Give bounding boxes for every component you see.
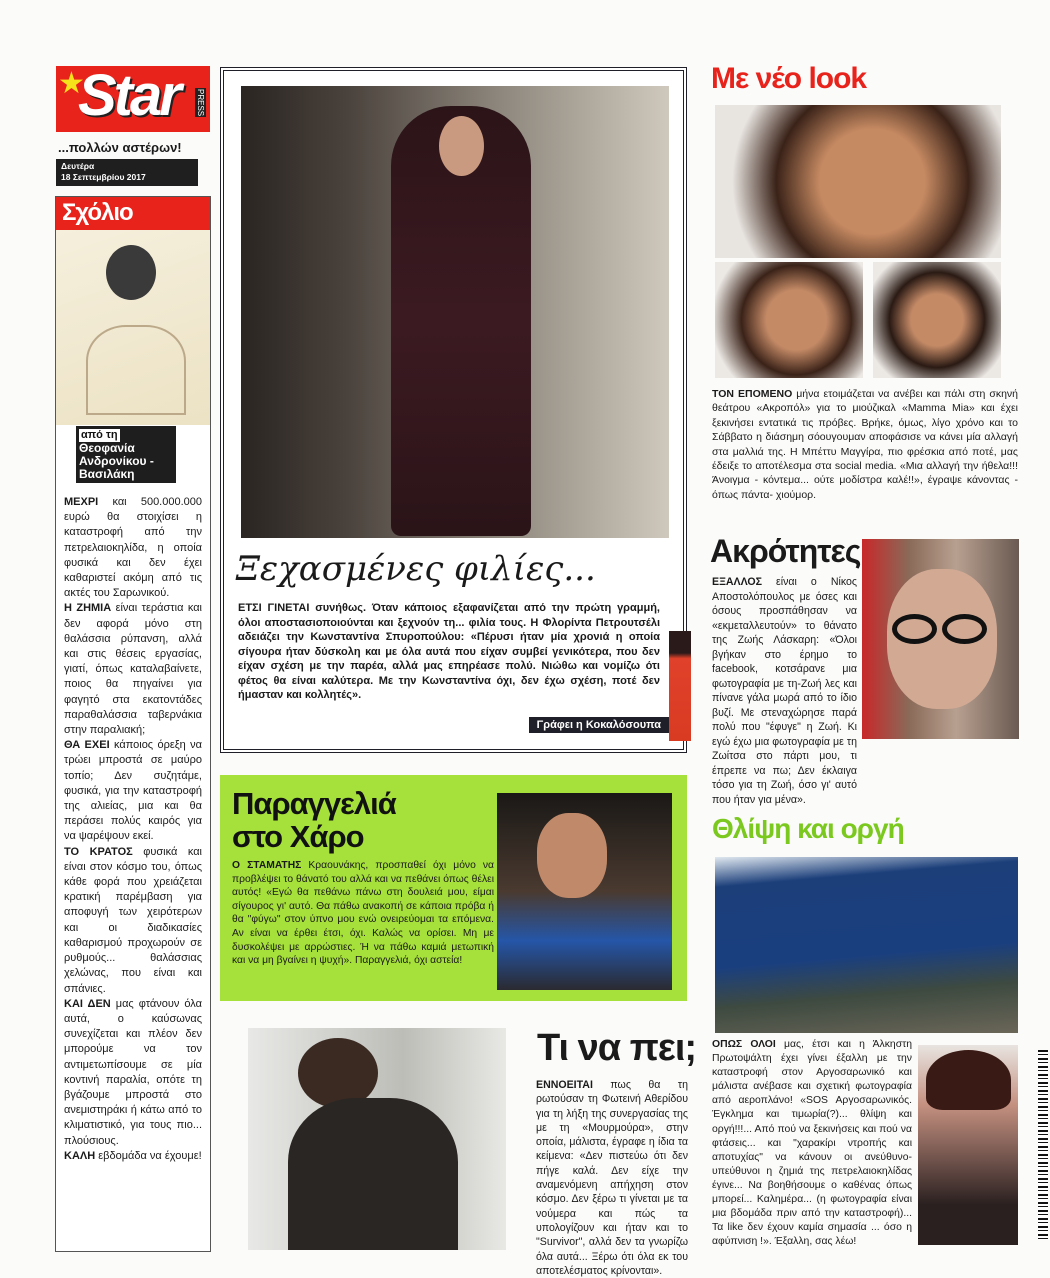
date-box <box>56 159 198 186</box>
maggira-photo-left <box>715 262 863 378</box>
thlipsi-body: ΟΠΩΣ ΟΛΟΙ μας, έτσι και η Άλκηστη Πρωτοψάλτη έχει γίνει έξαλλη με την καταστροφή στον Αργοσαρωνικό και μάλιστα ανέβασε και σχετική φωτογραφία από αεροπλάνο! «SOS Αργοσαρωνικός. Έγκλημα και τιμωρία(?)... θλίψη και οργή!!!... Από πού να ξεκινήσεις και πού να φτάσεις... και "χαρακίρι ντροπής και αποτυχίας" να κάνουν οι ανεύθυνο- υπεύθυνοι η ζημιά της πετρελαιοκηλίδας έγινε... Να βοηθήσουμε ο καθένας όπως μπορεί... Καλημέρα... (η φωτογραφία είναι μια βδομάδα πριν από την καταστροφή)... Τα like δεν έχουν καμία σημασία ... όσο η αφύπνιση !». Έξαλλη, σας λέω! <box>712 1039 912 1248</box>
barcode <box>1038 1050 1048 1240</box>
ti-na-pei-body: ΕΝΝΟΕΙΤΑΙ πως θα τη ρωτούσαν τη Φωτεινή Αθερίδου για τη λήξη της συνεργασίας της με τη «Μουρμούρα», στην οποία, μάλιστα, έγραφε η ίδια τα κείμενα: «Δεν πιστεύω ότι δεν πήγε καλά. Δεν είχε την αναμενόμενη απήχηση στον κόσμο. Δεν ξέρω τι γίνεται με τα νούμερα και πώς τα υπολογίζουν και ήταν και το "Survivor", αλλά δεν τα γνωρίζω όλα αυτά... Ξέρω ότι όλα εκ του αποτελέσματος κρίνονται». <box>536 1079 688 1277</box>
comment-column <box>55 196 211 1252</box>
feature-box <box>220 67 687 753</box>
feature-body: ΕΤΣΙ ΓΙΝΕΤΑΙ συνήθως. Όταν κάποιος εξαφανίζεται από την πρώτη γραμμή, όλοι αποστασιοποιούνται και ξεχνούν τη... φιλία τους. Η Φλορίντα Πετρουτσέλι αδειάζει την Κωνσταντίνα Σπυροπούλου: «Πέρυσι ήταν μία χρονιά η οποία σίγουρα ήταν δύσκολη και με όλα αυτά που είχαν συμβεί γενικότερα, που δεν είχαν σχέση με την παρέα, αλλά μας επηρέασε πολύ. Νιώθω και νομίζω ότι φέτος θα είναι καλύτερα. Με την Κωνσταντίνα όχι, δεν έχω σχέση, ποτέ δεν ήμασταν και κολλητές». <box>238 602 660 701</box>
aerial-sea-photo <box>715 857 1018 1033</box>
logo-sub: PRESS <box>196 89 205 117</box>
akrotites-title: Ακρότητες <box>710 533 861 569</box>
star-icon: ★ <box>58 67 85 100</box>
maggira-photo-right <box>873 262 1001 378</box>
new-look-title: Με νέο look <box>711 62 867 95</box>
byline-box <box>76 426 176 483</box>
thlipsi-title: Θλίψη και οργή <box>712 813 904 844</box>
atheridou-photo <box>248 1028 506 1250</box>
logo-text: Star <box>78 63 179 128</box>
feature-byline: Γράφει η Κοκαλόσουπα <box>529 717 669 733</box>
green-story-body: Ο ΣΤΑΜΑΤΗΣ Κραουνάκης, προσπαθεί όχι μόνο να προβλέψει το θάνατό του αλλά και να πεθάνει όπως θέλει αυτός! «Εγώ θα πεθάνω πάνω στη δουλειά μου, είμαι σίγουρος γι' αυτό. Θα πάθω ανακοπή σε κάποια πρόβα ή θα "φύγω" στον ύπνο μου ενώ ονειρεύομαι τα επόμενα. Αν είναι να έρθει έτσι, όχι. Καλώς να ορίσει. Μη με δυσκολέψει με αρρώστιες. Ή να πάθω καμιά μετωπική και να μη βγαίνει η ψυχή». Παραγγελιά, όχι αστεία! <box>232 860 495 967</box>
new-look-body: ΤΟΝ ΕΠΟΜΕΝΟ μήνα ετοιμάζεται να ανέβει και πάλι στη σκηνή θεάτρου «Ακροπόλ» για το μιούζικαλ «Mamma Mia» και έχει ξεκινήσει εντατικά τις πρόβες. Βρήκε, όμως, λίγο χρόνο και το Σάββατο η διάσημη σόουγουμαν αποφάσισε να κάνει μία αλλαγή στα μαλλιά της. Η Μπέττυ Μαγγίρα, πιο φρέσκια από ποτέ, μας έδειξε το αποτέλεσμα στα social media. «Μια αλλαγή την ήθελα!!! Άνοιγμα - κόντεμα... ούτε μοδίστρα καλέ!!», έγραψε κάνοντας - όπως πάντα- χιούμορ. <box>712 388 1018 501</box>
date: 18 Σεπτεμβρίου 2017 <box>61 172 146 182</box>
byline-name: Θεοφανία Ανδρονίκου - Βασιλάκη <box>79 441 154 481</box>
star-press-logo <box>56 63 210 132</box>
protopsalti-photo <box>918 1045 1018 1245</box>
author-sketch <box>56 230 210 425</box>
comment-header: Σχόλιο <box>56 197 210 230</box>
tagline: ...πολλών αστέρων! <box>58 140 182 155</box>
green-story-title: Παραγγελιά στο Χάρο <box>232 786 396 854</box>
apostolopoulos-photo <box>862 539 1019 739</box>
columnist-figure <box>669 631 691 741</box>
ti-na-pei-title: Τι να πει; <box>537 1027 697 1069</box>
akrotites-body: ΕΞΑΛΛΟΣ είναι ο Νίκος Αποστολόπουλος με όσες και όσους προσπάθησαν να «εκμεταλλευτούν» το θάνατο της Ζωής Λάσκαρη: «Όλοι βγήκαν στο έρημο το facebook, κοτσάρανε μια φωτογραφία με τη-Ζωή λες και πίνανε γάλα μωρά από το ίδιο βυζί. Με στεναχώρησε παρά πολύ που "έφυγε" η Ζωή. Κι εγώ έχω μια φωτογραφία με τη Ζωίτσα στο πάρτι μου, τι έπρεπε να πω; Δεν έκλαιγα τόσο για τη Ζωή, όσο γι' αυτό που ήταν για μένα». <box>712 576 857 806</box>
byline-prefix: από τη <box>81 429 118 441</box>
green-story-box <box>220 775 687 1001</box>
maggira-photo-main <box>715 105 1001 258</box>
feature-title: Ξεχασμένες φιλίες... <box>236 549 596 589</box>
feature-photo <box>241 86 669 538</box>
comment-body: ΜΕΧΡΙ και 500.000.000 ευρώ θα στοιχίσει η καταστροφή από την πετρελαιοκηλίδα, η οποία φυσικά και δεν έχει καθαριστεί ακόμη από τις ακτές του Σαρωνικού. Η ΖΗΜΙΑ είναι τεράστια και δεν αφορά μόνο στη θαλάσσια ρύπανση, αλλά και στις θέσεις εργασίας, γιατί, όπως καταλαβαίνετε, ποιος θα πηγαίνει για φαγητό στα εκατοντάδες παραθαλάσσια ταβερνάκια στην παραλιακή; ΘΑ ΕΧΕΙ κάποιος όρεξη να τρώει μπροστά σε μαύρο τοπίο; Δεν συζητάμε, φυσικά, για την καταστροφή της αλιείας, μια και θα περάσει πολύς καιρός για να ψαρέψουν εκεί. ΤΟ ΚΡΑΤΟΣ φυσικά και είναι στον κόσμο του, όπως κάθε φορά που χρειάζεται κρατική παρέμβαση για αποφυγή των χειρότερων και οι διαδικασίες καθαρισμού προχωρούν σε ρυθμούς... θαλάσσιας χελώνας, που είναι και σπάνιες. ΚΑΙ ΔΕΝ μας φτάνουν όλα αυτά, ο καύσωνας συνεχίζεται και πλέον δεν μπορούμε να τον αντιμετωπίσουμε σε μία κοντινή παραλία, οπότε τη βγάζουμε μπροστά στο ανεμιστηράκι ή κάτω από το κλιματιστικό, για τους πιο... πλούσιους. ΚΑΛΗ εβδομάδα να έχουμε! <box>64 496 203 1162</box>
kraounakis-photo <box>497 793 672 990</box>
day: Δευτέρα <box>61 161 95 171</box>
